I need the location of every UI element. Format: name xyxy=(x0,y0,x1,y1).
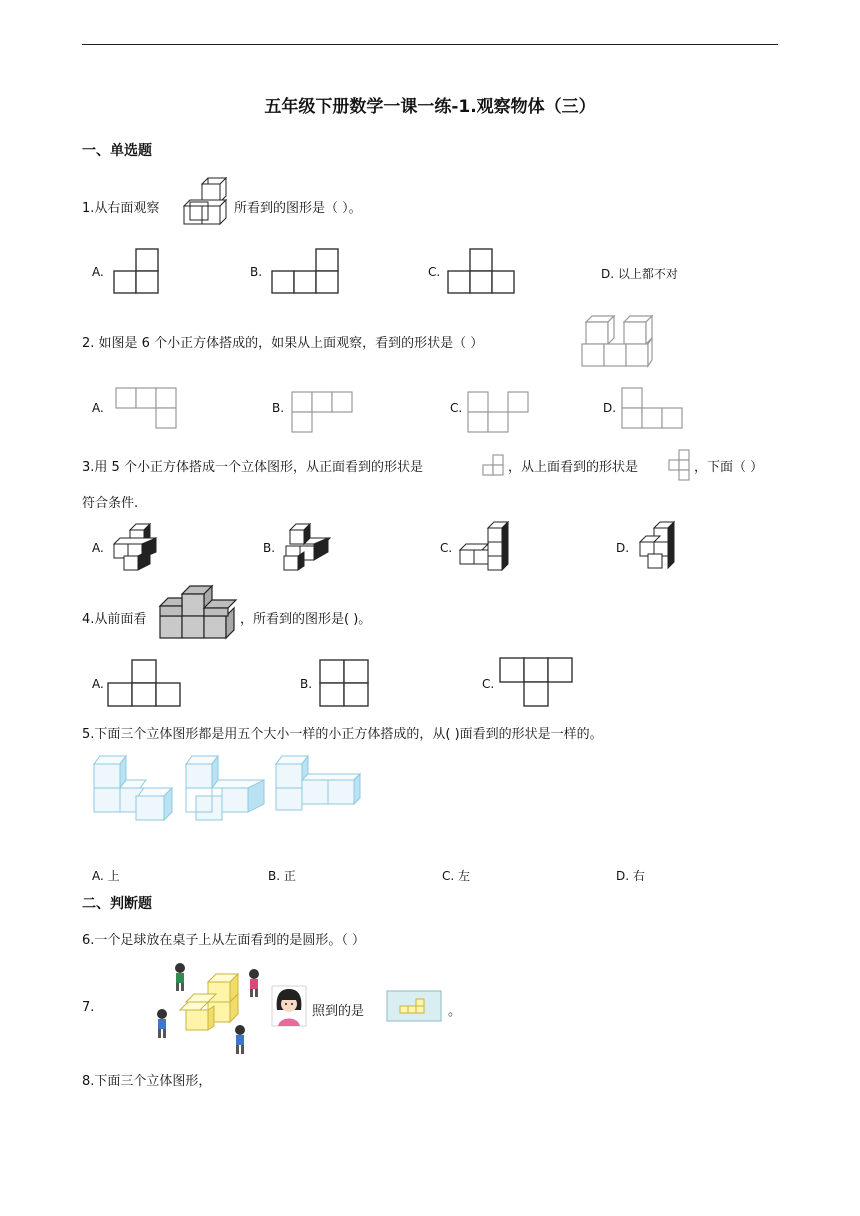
q2-option-c-label[interactable]: C. xyxy=(450,401,463,415)
q4-option-c-figure[interactable] xyxy=(498,656,574,708)
q3-option-a-figure[interactable] xyxy=(110,522,162,572)
q3-text-part2: ，从上面看到的形状是 xyxy=(508,460,639,475)
q7-scene-figure xyxy=(150,960,262,1056)
q4-option-c-label[interactable]: C. xyxy=(482,677,495,691)
q4-option-a-label[interactable]: A. xyxy=(92,677,104,691)
q5-option-b[interactable]: B. 正 xyxy=(268,869,296,883)
q2-option-c-figure[interactable] xyxy=(466,390,530,436)
q2-option-b-label[interactable]: B. xyxy=(272,401,285,415)
q2-option-a-label[interactable]: A. xyxy=(92,401,104,415)
q8-text: 8.下面三个立体图形， xyxy=(82,1074,212,1089)
q7-text-mid: 照到的是 xyxy=(312,1004,365,1019)
q2-option-b-figure[interactable] xyxy=(290,390,354,436)
q2-option-d-label[interactable]: D. xyxy=(603,401,617,415)
section-heading-single-choice: 一、单选题 xyxy=(82,143,152,159)
q3-option-b-figure[interactable] xyxy=(282,522,334,572)
q3-text-line2: 符合条件. xyxy=(82,496,139,511)
q7-number: 7. xyxy=(82,1000,95,1015)
q7-view-answer-figure xyxy=(386,990,442,1022)
q5-option-a[interactable]: A. 上 xyxy=(92,869,120,883)
q2-cube-figure xyxy=(580,314,656,370)
section-heading-true-false: 二、判断题 xyxy=(82,896,152,912)
q7-yellow-cubes xyxy=(180,974,238,1030)
q1-option-c-label[interactable]: C. xyxy=(428,265,441,279)
q1-text-before: 1.从右面观察 xyxy=(82,201,160,216)
q4-gray-cubes xyxy=(160,586,236,638)
q1-option-b-label[interactable]: B. xyxy=(250,265,263,279)
q5-figure-1 xyxy=(94,756,172,820)
q1-option-b-figure[interactable] xyxy=(270,248,342,296)
q4-option-b-figure[interactable] xyxy=(318,658,370,708)
q3-top-view-icon xyxy=(668,448,692,482)
q3-option-d-label[interactable]: D. xyxy=(616,541,630,555)
q3-option-c-label[interactable]: C. xyxy=(440,541,453,555)
q3-text-part3: ，下面（ ） xyxy=(694,460,764,475)
q3-option-c-figure[interactable] xyxy=(456,520,512,572)
q5-text: 5.下面三个立体图形都是用五个大小一样的小正方体搭成的，从( )面看到的形状是一样的。 xyxy=(82,727,603,742)
q1-text-after: 所看到的图形是（ ）。 xyxy=(234,201,362,216)
q4-option-a-figure[interactable] xyxy=(108,658,184,708)
q1-option-a-label[interactable]: A. xyxy=(92,265,104,279)
child-figure-top-left xyxy=(175,963,185,991)
q1-option-c-figure[interactable] xyxy=(446,248,518,296)
q5-option-c[interactable]: C. 左 xyxy=(442,869,471,883)
q2-option-a-figure[interactable] xyxy=(114,386,178,432)
q4-text-before: 4.从前面看 xyxy=(82,612,147,627)
q1-option-a-figure[interactable] xyxy=(112,248,162,296)
q4-option-b-label[interactable]: B. xyxy=(300,677,313,691)
q6-text: 6.一个足球放在桌子上从左面看到的是圆形。（ ） xyxy=(82,933,366,948)
q4-cube-figure xyxy=(158,584,240,642)
q1-option-d-label[interactable]: D. 以上都不对 xyxy=(601,267,678,281)
q2-option-d-figure[interactable] xyxy=(620,386,684,432)
q5-figure-3 xyxy=(276,756,360,810)
child-figure-left xyxy=(157,1009,167,1038)
q3-front-view-icon xyxy=(482,452,508,476)
q4-text-after: ，所看到的图形是( )。 xyxy=(240,612,372,627)
q5-figure-2 xyxy=(186,756,264,820)
q1-cube-figure xyxy=(178,176,232,232)
q5-figures xyxy=(90,754,364,826)
q2-cube-stack xyxy=(582,316,652,366)
child-figure-bottom-right xyxy=(235,1025,245,1054)
q3-text-part1: 3.用 5 个小正方体搭成一个立体图形，从正面看到的形状是 xyxy=(82,460,423,475)
child-figure-top-right xyxy=(249,969,259,997)
q7-text-end: 。 xyxy=(448,1004,462,1019)
girl-avatar-icon xyxy=(272,986,306,1026)
page-title: 五年级下册数学一课一练-1.观察物体（三） xyxy=(264,97,596,117)
q1-cube-stack xyxy=(184,178,226,224)
q3-option-d-figure[interactable] xyxy=(634,520,682,572)
top-rule xyxy=(82,44,778,45)
q5-option-d[interactable]: D. 右 xyxy=(616,869,645,883)
q2-text: 2. 如图是 6 个小正方体搭成的，如果从上面观察，看到的形状是（ ） xyxy=(82,336,484,351)
q3-option-b-label[interactable]: B. xyxy=(263,541,276,555)
q3-option-a-label[interactable]: A. xyxy=(92,541,104,555)
